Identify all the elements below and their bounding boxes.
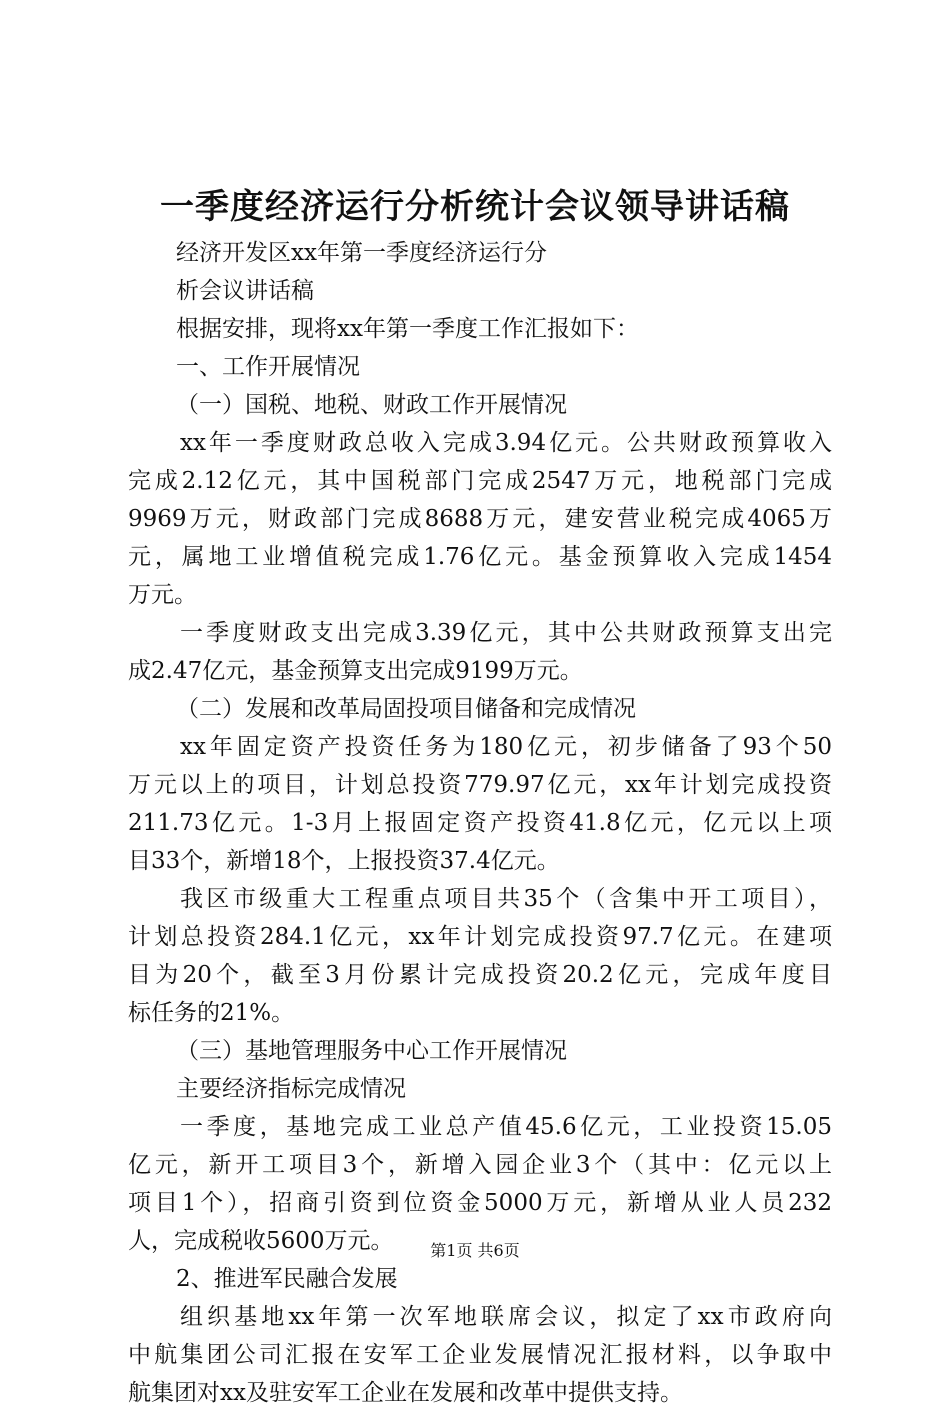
document-title: 一季度经济运行分析统计会议领导讲话稿 [160, 187, 790, 227]
section-heading: 一、工作开展情况 [176, 354, 360, 380]
text-line: 9969万元，财政部门完成8688万元，建安营业税完成4065万 [128, 506, 832, 532]
subsection-heading: （二）发展和改革局固投项目储备和完成情况 [176, 696, 636, 722]
text-line: 211.73亿元。1-3月上报固定资产投资41.8亿元，亿元以上项 [128, 810, 832, 836]
text-line: 组织基地xx年第一次军地联席会议，拟定了xx市政府向 [180, 1304, 832, 1330]
text-line: 根据安排，现将xx年第一季度工作汇报如下： [176, 316, 639, 342]
text-line: 一季度财政支出完成3.39亿元，其中公共财政预算支出完 [180, 620, 832, 646]
text-line: 亿元，新开工项目3个，新增入园企业3个（其中：亿元以上 [128, 1152, 832, 1178]
text-line: 元，属地工业增值税完成1.76亿元。基金预算收入完成1454 [128, 544, 832, 570]
text-line: xx年固定资产投资任务为180亿元，初步储备了93个50 [180, 734, 832, 760]
item-heading: 主要经济指标完成情况 [176, 1076, 406, 1102]
text-line: 航集团对xx及驻安军工企业在发展和改革中提供支持。 [128, 1380, 683, 1406]
text-line: 项目1个），招商引资到位资金5000万元，新增从业人员232 [128, 1190, 832, 1216]
document-body [128, 234, 832, 1412]
subsection-heading: （一）国税、地税、财政工作开展情况 [176, 392, 567, 418]
subsection-heading: （三）基地管理服务中心工作开展情况 [176, 1038, 567, 1064]
text-line: 成2.47亿元，基金预算支出完成9199万元。 [128, 658, 583, 684]
item-heading: 2、推进军民融合发展 [176, 1266, 398, 1292]
text-line: 完成2.12亿元，其中国税部门完成2547万元，地税部门完成 [128, 468, 832, 494]
text-line: 析会议讲话稿 [176, 278, 314, 304]
text-line: 经济开发区xx年第一季度经济运行分 [176, 240, 547, 266]
text-line: 万元以上的项目，计划总投资779.97亿元，xx年计划完成投资 [128, 772, 832, 798]
text-line: 计划总投资284.1亿元，xx年计划完成投资97.7亿元。在建项 [128, 924, 832, 950]
page-footer: 第1页 共6页 [430, 1241, 520, 1260]
text-line: xx年一季度财政总收入完成3.94亿元。公共财政预算收入 [180, 430, 832, 456]
text-line: 标任务的21%。 [128, 1000, 295, 1026]
text-line: 我区市级重大工程重点项目共35个（含集中开工项目）， [180, 886, 832, 912]
text-line: 目为20个，截至3月份累计完成投资20.2亿元，完成年度目 [128, 962, 832, 988]
text-line: 万元。 [128, 582, 197, 608]
text-line: 目33个，新增18个，上报投资37.4亿元。 [128, 848, 560, 874]
text-line: 中航集团公司汇报在安军工企业发展情况汇报材料，以争取中 [128, 1342, 832, 1368]
text-line: 人，完成税收5600万元。 [128, 1228, 394, 1254]
text-line: 一季度，基地完成工业总产值45.6亿元，工业投资15.05 [180, 1114, 832, 1140]
